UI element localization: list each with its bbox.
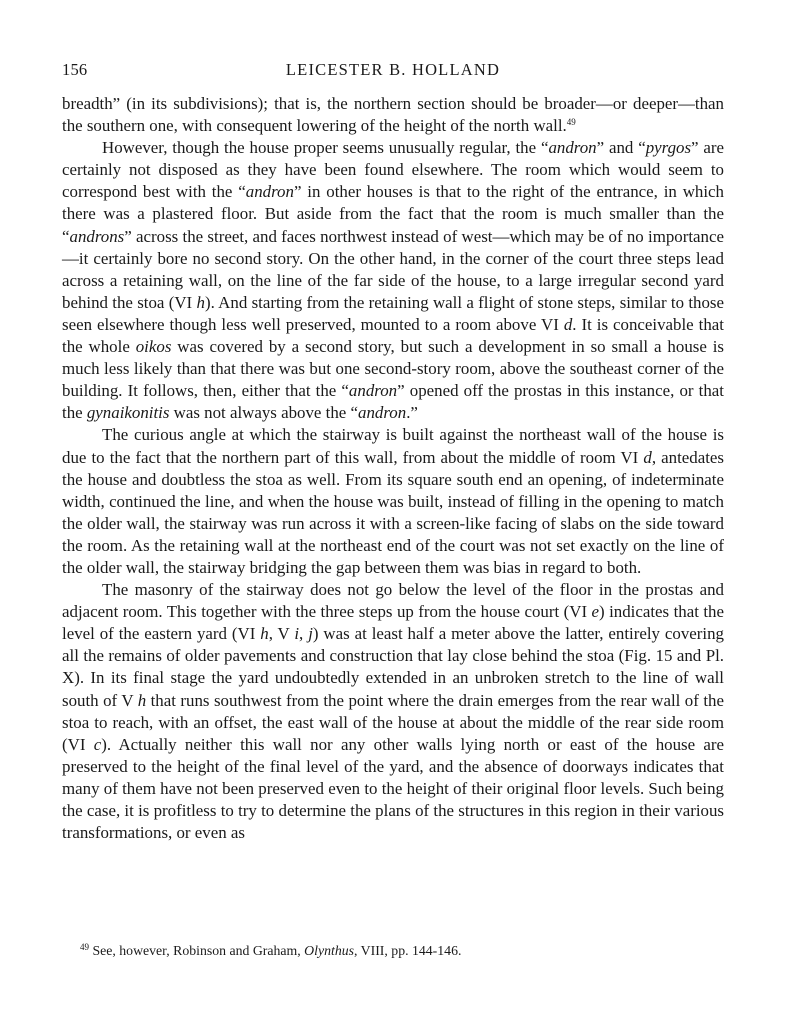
paragraph-1-line-1: breadth” (in its subdivisions); that is, the northern section should be broader—or [62,94,627,113]
text-run: ” are certainly not disposed as they have been found elsewhere. The room which would seem to correspond best with the “ [62,138,724,202]
room-letter: d [643,447,652,467]
room-letter: h [260,624,269,644]
text-run: . It is conceivable that the whole [62,314,724,357]
text-run: ” across the street, and faces northwest instead of west—which may be of no importance—it certainly bore no second story. On the other hand, in the corner of the court three steps lead across a retaining wall, on the line of the far side of the house, to a large irregular second yard behind the stoa (VI [62,226,724,312]
term-pyrgos: pyrgos [645,138,692,158]
room-letter: e [591,602,600,622]
term-andron: andron [358,403,407,423]
text-run: that runs southwest from the point where the drain emerges from the rear wall of the stoa to reach, with an offset, the east wall of the house at about the middle of the rear side room (VI [62,690,724,754]
term-oikos: oikos [135,337,172,357]
term-gynaikonitis: gynaikonitis [86,403,170,423]
text-run: was not always above the “ [169,403,358,423]
footnote-number: 49 [80,942,89,952]
term-andron: andron [548,138,597,158]
text-run: ). And starting from the retaining wall a flight of stone steps, similar to those seen elsewhere though less well preserved, mounted to a room above VI [62,292,725,334]
room-letter: i [294,624,300,644]
room-letter: d [563,314,573,334]
room-letter: h [196,292,205,312]
footnote-text: , VIII, pp. 144-146. [354,943,462,958]
term-andron: andron [245,182,294,202]
text-run: However, though the house proper seems unusually regular, the “ [102,138,549,158]
footnote-ref: 49 [566,117,576,128]
footnote [80,942,461,960]
paragraph-1 [62,93,724,137]
page-header [62,58,724,82]
text-run: ” and “ [596,138,646,158]
room-letter: h [137,690,147,710]
paragraph-2 [62,137,724,424]
body-text [62,93,724,844]
text-run: ). Actually neither this wall nor any other walls lying north or east of the house are preserved to the height of the final level of the yard, and the absence of doorways indicates that many of them have not been preserved even to the height of their original floor levels. Such being the case, it is profitless to try to determine the plans of the structures in this region in their various transformations, or even as [62,734,725,843]
room-letter: j [308,624,313,644]
footnote-title: Olynthus [304,943,354,958]
text-run: .” [406,403,418,423]
footnote-text: See, however, Robinson and Graham, [89,943,305,958]
term-androns: androns [69,226,125,246]
text-run: ” opened off the prostas in this instance, or that the [62,381,724,423]
text-run: , V [268,624,295,644]
text-run: The curious angle at which the stairway is built against the northeast wall of the house is due to the fact that the northern part of this wall, from about the middle of room VI [62,425,724,467]
running-head: LEICESTER B. HOLLAND [285,60,501,79]
text-run: ” in other houses is that to the right of the entrance, in which there was a plastered floor. But aside from the fact that the room is much smaller than the “ [62,182,724,246]
text-run: The masonry of the stairway does not go below the level of the floor in the prostas and adjacent room. This together with the three steps up from the house court (VI [62,580,724,622]
paragraph-1-line-2: deeper—than the southern one, with consequent lowering of the height of the north [62,94,724,136]
text-run: was covered by a second story, but such a development in so small a house is much less likely than that there was but one second-story room, above the southeast corner of the building. It follows, then, either that the “ [62,337,725,401]
room-letter: c [93,734,102,754]
paragraph-1-line-3: wall. [533,116,567,136]
page-number: 156 [62,60,88,79]
text-run: ) was at least half a meter above the latter, entirely covering all the remains of older pavements and construction that lay close behind the stoa (Fig. 15 and Pl. X). In its final stage the yard undoubtedly extended in an unbroken stretch to the line of wall south of V [62,624,724,710]
term-andron: andron [348,381,398,401]
page [62,58,724,844]
text-run: ) indicates that the level of the eastern yard (VI [62,602,724,644]
paragraph-4 [62,579,724,844]
text-run: , [299,624,309,644]
text-run: , antedates the house and doubtless the stoa as well. From its square south end an opening, of indeterminate width, continued the line, and when the house was built, instead of filling in the opening to match the older wall, the stairway was run across it with a screen-like facing of slabs on the side toward the room. As the retaining wall at the northeast end of the court was not set exactly on the line of the older wall, the stairway bridging the gap between them was bias in regard to both. [62,447,724,577]
paragraph-3 [62,424,724,579]
